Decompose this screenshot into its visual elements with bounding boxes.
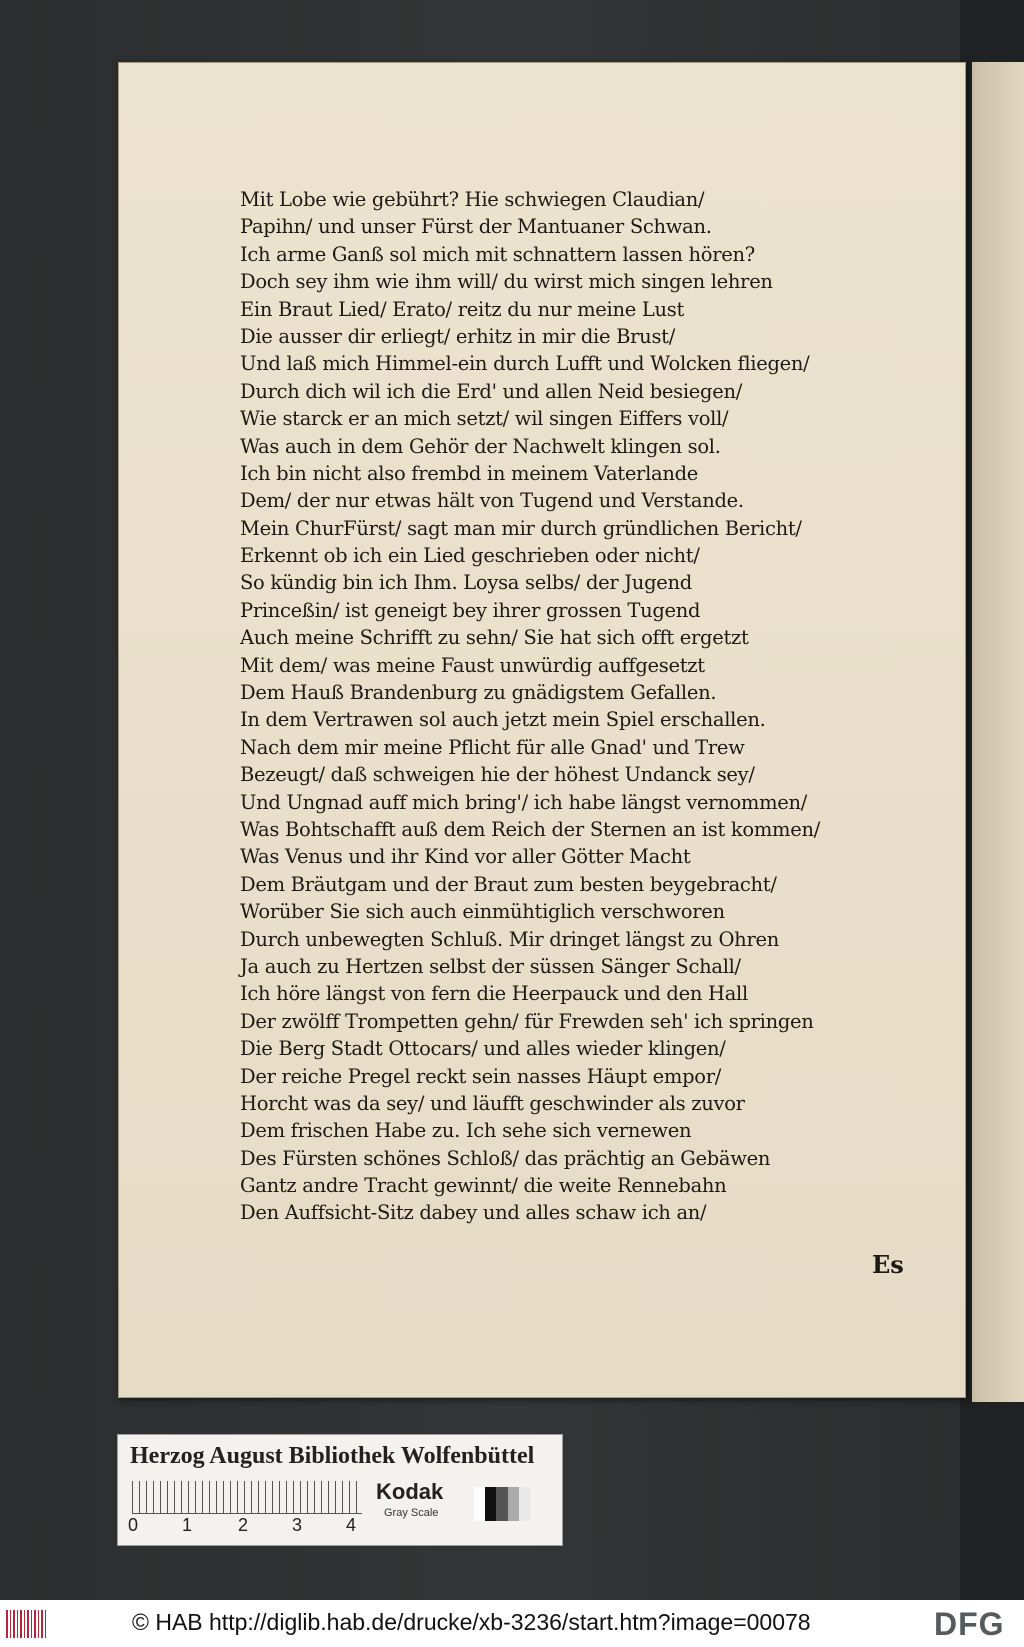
poem-line: Und Ungnad auff mich bring'/ ich habe längst vernommen/ <box>240 790 808 814</box>
poem-line: Auch meine Schrifft zu sehn/ Sie hat sich offt ergetzt <box>240 626 749 650</box>
poem-line: Dem frischen Habe zu. Ich sehe sich vernewen <box>240 1119 692 1143</box>
gray-swatches <box>474 1487 530 1521</box>
gray-swatch <box>496 1487 507 1521</box>
dfg-logo: DFG <box>934 1606 1005 1642</box>
catchword: Es <box>872 1250 904 1279</box>
ruler-number: 0 <box>128 1515 139 1535</box>
ruler-number: 3 <box>292 1515 303 1535</box>
poem-text <box>240 186 900 1227</box>
poem-line: Worüber Sie sich auch einmühtiglich verschworen <box>240 900 725 924</box>
poem-line: Wie starck er an mich setzt/ wil singen Eiffers voll/ <box>240 407 729 431</box>
poem-line: In dem Vertrawen sol auch jetzt mein Spiel erschallen. <box>240 708 766 732</box>
poem-line: Ein Braut Lied/ Erato/ reitz du nur meine Lust <box>240 297 685 321</box>
poem-line: Der reiche Pregel reckt sein nasses Häupt empor/ <box>240 1064 722 1088</box>
poem-line: Erkennt ob ich ein Lied geschrieben oder nicht/ <box>240 544 700 568</box>
poem-line: Ja auch zu Hertzen selbst der süssen Sänger Schall/ <box>240 954 741 978</box>
poem-line: Ich arme Ganß sol mich mit schnattern lassen hören? <box>240 242 755 266</box>
gray-swatch <box>508 1487 519 1521</box>
ruler-number: 4 <box>346 1515 357 1535</box>
poem-line: Durch unbewegten Schluß. Mir dringet längst zu Ohren <box>240 927 779 951</box>
poem-line: Dem Bräutgam und der Braut zum besten beygebracht/ <box>240 872 777 896</box>
poem-line: Des Fürsten schönes Schloß/ das prächtig an Gebäwen <box>240 1146 771 1170</box>
poem-line: Ich bin nicht also frembd in meinem Vaterlande <box>240 461 699 485</box>
gray-swatch <box>474 1487 485 1521</box>
poem-line: Dem Hauß Brandenburg zu gnädigstem Gefallen. <box>240 681 717 705</box>
poem-line: Was auch in dem Gehör der Nachwelt klingen sol. <box>240 434 721 458</box>
poem-line: Was Bohtschafft auß dem Reich der Sternen an ist kommen/ <box>240 817 821 841</box>
poem-line: Was Venus und ihr Kind vor aller Götter Macht <box>240 845 691 869</box>
footer-bar <box>0 1600 1024 1647</box>
poem-line: Und laß mich Himmel-ein durch Lufft und Wolcken fliegen/ <box>240 352 810 376</box>
poem-line: Durch dich wil ich die Erd' und allen Neid besiegen/ <box>240 379 742 403</box>
poem-line: Horcht was da sey/ und läufft geschwinder als zuvor <box>240 1091 745 1115</box>
barcode-icon <box>6 1610 48 1638</box>
gray-scale-label: Gray Scale <box>384 1507 439 1519</box>
poem-line: Der zwölff Trompetten gehn/ für Frewden seh' ich springen <box>240 1009 814 1033</box>
ruler-number: 1 <box>182 1515 193 1535</box>
poem-line: Mit dem/ was meine Faust unwürdig auffgesetzt <box>240 653 705 677</box>
facing-page-edge <box>972 62 1024 1402</box>
poem-line: Ich höre längst von fern die Heerpauck und den Hall <box>240 982 748 1006</box>
poem-line: Doch sey ihm wie ihm will/ du wirst mich singen lehren <box>240 270 773 294</box>
ruler-number: 2 <box>238 1515 249 1535</box>
gray-swatch <box>519 1487 530 1521</box>
gray-swatch <box>485 1487 496 1521</box>
copyright-url[interactable]: © HAB http://diglib.hab.de/drucke/xb-3236/start.htm?image=00078 <box>132 1609 811 1635</box>
poem-line: Nach dem mir meine Pflicht für alle Gnad' und Trew <box>240 735 745 759</box>
poem-line: Papihn/ und unser Fürst der Mantuaner Schwan. <box>240 215 712 239</box>
poem-line: Gantz andre Tracht gewinnt/ die weite Rennebahn <box>240 1174 727 1198</box>
ruler-numbers <box>128 1515 368 1537</box>
poem-line: Princeßin/ ist geneigt bey ihrer grossen Tugend <box>240 598 701 622</box>
library-name: Herzog August Bibliothek Wolfenbüttel <box>130 1443 535 1469</box>
poem-line: Dem/ der nur etwas hält von Tugend und Verstande. <box>240 489 744 513</box>
kodak-brand: Kodak <box>376 1479 444 1504</box>
poem-line: Mit Lobe wie gebührt? Hie schwiegen Claudian/ <box>240 188 705 211</box>
color-calibration-card <box>117 1434 563 1546</box>
poem-line: Bezeugt/ daß schweigen hie der höhest Undanck sey/ <box>240 763 755 787</box>
poem-line: Mein ChurFürst/ sagt man mir durch gründlichen Bericht/ <box>240 516 802 540</box>
poem-line: Den Auffsicht-Sitz dabey und alles schaw ich an/ <box>240 1201 707 1225</box>
poem-line: So kündig bin ich Ihm. Loysa selbs/ der Jugend <box>240 571 692 595</box>
poem-line: Die ausser dir erliegt/ erhitz in mir die Brust/ <box>240 324 675 348</box>
ruler-scale <box>132 1481 362 1514</box>
poem-line: Die Berg Stadt Ottocars/ und alles wieder klingen/ <box>240 1037 726 1061</box>
